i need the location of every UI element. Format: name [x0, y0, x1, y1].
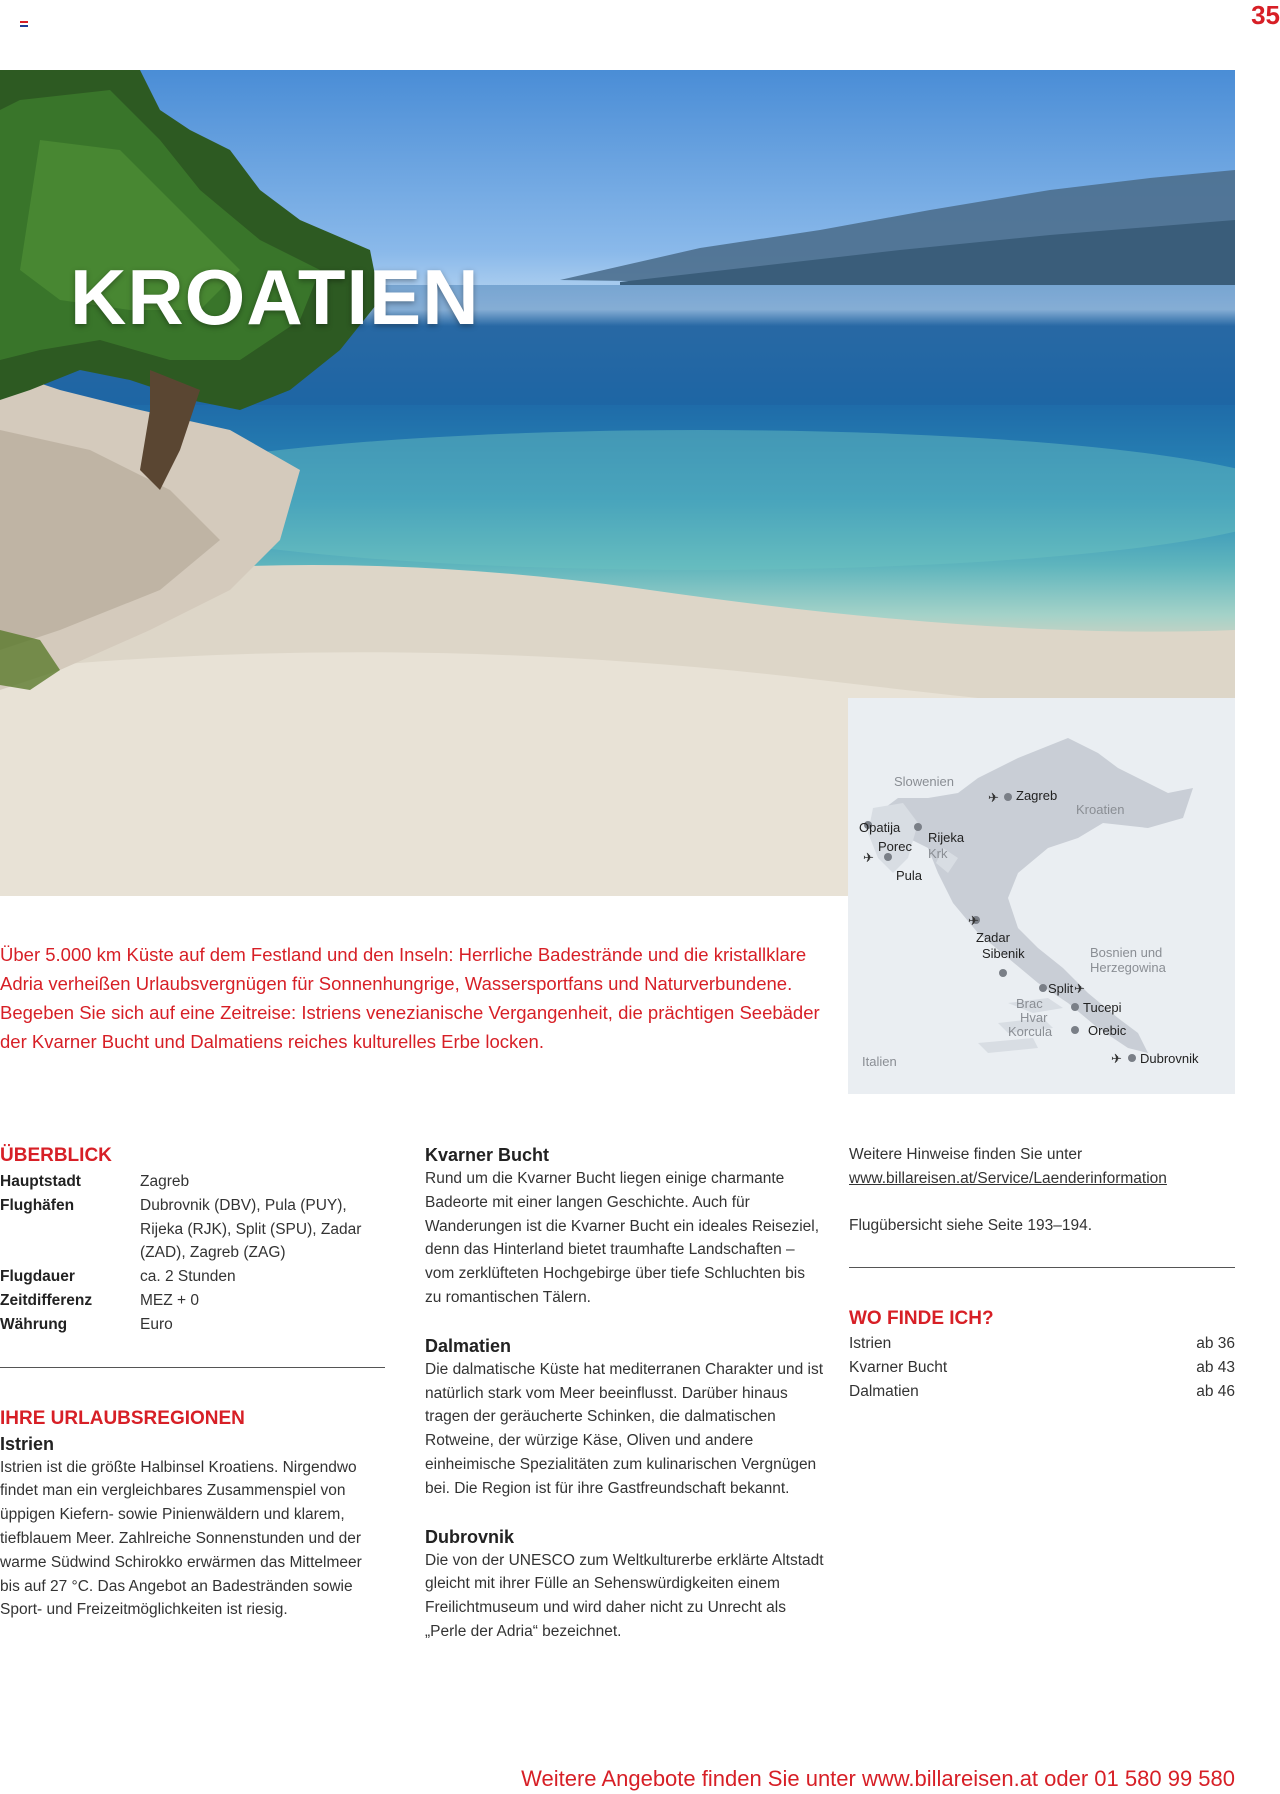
page-title: KROATIEN [70, 253, 480, 341]
toc-name: Kvarner Bucht [849, 1359, 948, 1377]
map-label-krk: Krk [928, 846, 948, 861]
map-label-zadar: Zadar [976, 930, 1010, 945]
map-label-rijeka: Rijeka [928, 830, 965, 845]
region-text-istrien: Istrien ist die größte Halbinsel Kroatiens. Nirgendwo findet man ein vergleichbares Zusammenspiel von üppigen Kiefern- sowie Pinienwäldern und klarem, tiefblauem Meer. Zahlreiche Sonnenstunden und der warme Südwind Schirokko erwärmen das Mittelmeer bis auf 27 °C. Das Angebot an Badestränden sowie Sport- und Freizeitmöglichkeiten ist riesig. [0, 1458, 362, 1619]
divider [849, 1267, 1235, 1268]
region-text-dalmatien: Die dalmatische Küste hat mediterranen Charakter und ist natürlich stark vom Meer beeinflusst. Darüber hinaus tragen der geräucherte Schinken, die dalmatischen Rotweine, der würzige Käse, Oliven und andere einheimische Spezialitäten zum kulinarischen Vergnügen bei. Die Region ist für ihre Gastfreundschaft bekannt. [425, 1360, 824, 1497]
toc-row[interactable] [849, 1332, 1235, 1356]
info-link[interactable]: www.billareisen.at/Service/Laenderinformation [849, 1169, 1167, 1187]
svg-text:✈: ✈ [968, 914, 979, 929]
column-regions [425, 1143, 825, 1644]
map-label-pula: Pula [896, 868, 923, 883]
map-label-dubrovnik: Dubrovnik [1140, 1051, 1199, 1066]
toc-name: Dalmatien [849, 1382, 919, 1400]
map-label-orebic: Orebic [1088, 1023, 1127, 1038]
fact-label: Hauptstadt [0, 1173, 81, 1190]
divider [0, 1367, 385, 1368]
map-label-hvar: Hvar [1020, 1010, 1048, 1025]
fact-value: ca. 2 Stunden [140, 1268, 236, 1286]
map-label-kroatien: Kroatien [1076, 802, 1125, 817]
info-hint: Weitere Hinweise finden Sie unter [849, 1146, 1083, 1163]
fact-label: Währung [0, 1315, 68, 1333]
map-label-slowenien: Slowenien [894, 774, 954, 789]
fact-label: Flugdauer [0, 1268, 75, 1286]
page-number: 35 [1251, 0, 1280, 30]
map-label-tucepi: Tucepi [1083, 1000, 1122, 1015]
svg-text:✈: ✈ [1074, 982, 1085, 997]
intro-text: Über 5.000 km Küste auf dem Festland und den Inseln: Herrliche Badestrände und die kristallklare Adria verheißen Urlaubsvergnügen für Sonnenhungrige, Wassersportfans und Naturverbundene. Begeben Sie sich auf eine Zeitreise: Istriens venezianische Vergangenheit, die prächtigen Seebäder der Kvarner Bucht und Dalmatiens reiches kulturelles Erbe locken. [0, 944, 820, 1052]
map-label-herzegowina: Herzegowina [1090, 960, 1166, 975]
croatia-map [848, 698, 1235, 1094]
map-label-opatija: Opatija [859, 820, 901, 835]
toc-row[interactable] [849, 1356, 1235, 1380]
region-text-kvarner: Rund um die Kvarner Bucht liegen einige charmante Badeorte mit einer langen Geschichte. Auch für Wanderungen ist die Kvarner Bucht ein ideales Reiseziel, denn das Hinterland bietet traumhafte Landschaften – vom zerklüfteten Hochgebirge über tiefe Schluchten bis zu romantischen Tälern. [425, 1170, 820, 1306]
svg-text:✈: ✈ [1111, 1052, 1122, 1067]
fact-value: Dubrovnik (DBV), Pula (PUY), Rijeka (RJK), Split (SPU), Zadar (ZAD), Zagreb (ZAG) [140, 1196, 362, 1262]
fact-row [0, 1170, 385, 1194]
fact-row [0, 1313, 385, 1337]
map-label-porec: Porec [878, 839, 912, 854]
fact-label: Flughäfen [0, 1196, 75, 1214]
region-title-dubrovnik: Dubrovnik [425, 1526, 515, 1547]
region-title-istrien: Istrien [0, 1433, 55, 1454]
map-label-sibenik: Sibenik [982, 946, 1025, 961]
fact-row [0, 1289, 385, 1313]
toc-page: ab 46 [1196, 1382, 1235, 1400]
flag-icon [20, 21, 28, 27]
map-label-zagreb: Zagreb [1016, 788, 1058, 803]
regions-heading: IHRE URLAUBSREGIONEN [0, 1407, 245, 1429]
info-flights: Flugübersicht siehe Seite 193–194. [849, 1216, 1092, 1234]
fact-label: Zeitdifferenz [0, 1291, 93, 1309]
fact-value: Euro [140, 1315, 173, 1333]
overview-facts [0, 1170, 385, 1337]
toc-name: Istrien [849, 1335, 892, 1353]
fact-value: Zagreb [140, 1173, 190, 1190]
svg-text:✈: ✈ [863, 851, 874, 866]
map-label-split: Split [1048, 981, 1074, 996]
overview-heading: ÜBERBLICK [0, 1145, 112, 1166]
footer-cta: Weitere Angebote finden Sie unter www.billareisen.at oder 01 580 99 580 [521, 1766, 1235, 1791]
toc-heading: WO FINDE ICH? [849, 1308, 994, 1330]
toc-page: ab 43 [1196, 1359, 1235, 1377]
toc-row[interactable] [849, 1380, 1235, 1404]
map-label-korcula: Korcula [1008, 1024, 1053, 1039]
region-text-dubrovnik: Die von der UNESCO zum Weltkulturerbe erklärte Altstadt gleicht mit ihrer Fülle an Sehenswürdigkeiten einem Freilichtmuseum und wird daher nicht zu Unrecht als „Perle der Adria“ bezeichnet. [425, 1551, 824, 1640]
fact-row [0, 1194, 385, 1265]
region-title-kvarner: Kvarner Bucht [425, 1145, 550, 1165]
map-label-italien: Italien [862, 1054, 897, 1069]
map-label-brac: Brac [1016, 996, 1043, 1011]
fact-row [0, 1265, 385, 1289]
column-overview [0, 1143, 385, 1622]
column-info [849, 1143, 1235, 1404]
svg-text:✈: ✈ [988, 791, 999, 806]
region-title-dalmatien: Dalmatien [425, 1335, 512, 1356]
toc-page: ab 36 [1196, 1335, 1235, 1353]
map-label-bosnien: Bosnien und [1090, 945, 1163, 960]
fact-value: MEZ + 0 [140, 1291, 200, 1309]
